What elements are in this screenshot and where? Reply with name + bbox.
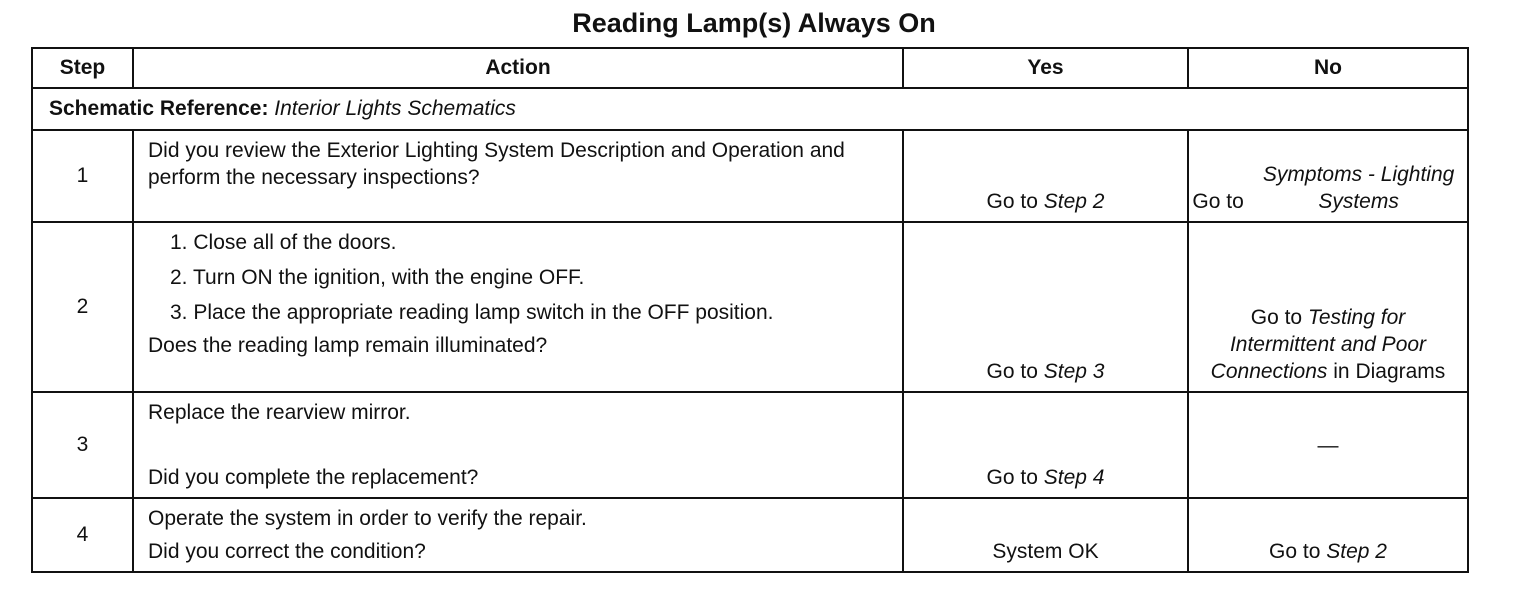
substep-text: Turn ON the ignition, with the engine OFF. bbox=[192, 266, 585, 289]
schematic-reference-link[interactable]: Interior Lights Schematics bbox=[274, 97, 516, 120]
no-cell bbox=[1188, 222, 1468, 392]
schematic-reference-label: Schematic Reference: bbox=[49, 97, 269, 120]
action-cell bbox=[133, 130, 903, 222]
yes-link[interactable]: Step 4 bbox=[1043, 466, 1105, 489]
no-cell bbox=[1188, 392, 1468, 498]
yes-cell bbox=[903, 130, 1188, 222]
no-link[interactable]: Step 2 bbox=[1326, 540, 1387, 563]
diagnostic-table bbox=[31, 47, 1469, 573]
substep-number: 2. bbox=[170, 266, 188, 289]
substep-text: Close all of the doors. bbox=[193, 231, 397, 254]
action-question: Did you correct the condition? bbox=[148, 540, 426, 563]
action-cell bbox=[133, 222, 903, 392]
header-step: Step bbox=[32, 48, 133, 88]
step-number: 1 bbox=[32, 130, 133, 222]
action-question: Does the reading lamp remain illuminated? bbox=[148, 334, 548, 357]
action-cell bbox=[133, 392, 903, 498]
action-text: Replace the rearview mirror. bbox=[148, 401, 411, 424]
no-text: — bbox=[1317, 433, 1339, 457]
step-number: 3 bbox=[32, 392, 133, 498]
table-row bbox=[32, 130, 1468, 222]
no-prefix: Go to bbox=[1269, 540, 1321, 563]
table-row bbox=[32, 222, 1468, 392]
step-number: 2 bbox=[32, 222, 133, 392]
table-row bbox=[32, 498, 1468, 572]
substep-text: Place the appropriate reading lamp switch in the OFF position. bbox=[193, 301, 774, 324]
yes-prefix: Go to bbox=[986, 466, 1038, 489]
yes-link[interactable]: Step 2 bbox=[1043, 190, 1105, 213]
header-action: Action bbox=[133, 48, 903, 88]
substep-number: 1. bbox=[170, 231, 188, 254]
substep-number: 3. bbox=[170, 301, 188, 324]
yes-prefix: Go to bbox=[986, 190, 1038, 213]
no-link[interactable]: Testing for Intermittent and Poor Connections bbox=[1210, 306, 1427, 383]
no-cell bbox=[1188, 130, 1468, 222]
no-link[interactable]: Symptoms - Lighting Systems bbox=[1262, 163, 1455, 213]
header-yes: Yes bbox=[903, 48, 1188, 88]
page-title: Reading Lamp(s) Always On bbox=[572, 8, 936, 38]
substep-item bbox=[170, 229, 892, 256]
no-cell bbox=[1188, 498, 1468, 572]
schematic-reference bbox=[32, 88, 1468, 130]
table-row bbox=[32, 392, 1468, 498]
no-prefix: Go to bbox=[1192, 190, 1244, 213]
schematic-reference-row bbox=[32, 88, 1468, 130]
substep-item bbox=[170, 299, 824, 326]
yes-link[interactable]: Step 3 bbox=[1043, 360, 1105, 383]
yes-cell bbox=[903, 222, 1188, 392]
action-cell bbox=[133, 498, 903, 572]
substep-list bbox=[148, 229, 892, 326]
substep-item bbox=[170, 264, 892, 291]
yes-cell bbox=[903, 392, 1188, 498]
no-prefix: Go to bbox=[1250, 306, 1303, 329]
header-row bbox=[32, 48, 1468, 88]
no-suffix: in Diagrams bbox=[1333, 360, 1446, 383]
action-question: Did you complete the replacement? bbox=[148, 466, 479, 489]
yes-text: System OK bbox=[992, 540, 1099, 563]
action-text: Did you review the Exterior Lighting System Description and Operation and perform the necessary inspections? bbox=[148, 139, 845, 189]
action-text: Operate the system in order to verify the repair. bbox=[148, 507, 587, 530]
header-no: No bbox=[1188, 48, 1468, 88]
yes-cell bbox=[903, 498, 1188, 572]
yes-prefix: Go to bbox=[986, 360, 1038, 383]
step-number: 4 bbox=[32, 498, 133, 572]
